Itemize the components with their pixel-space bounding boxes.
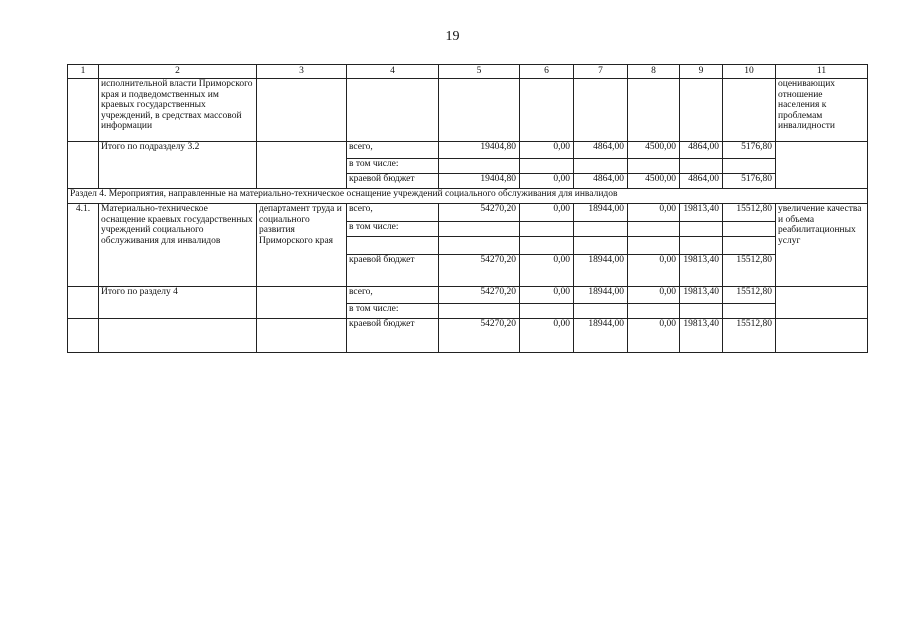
table-row <box>68 79 868 142</box>
table-row <box>68 204 868 222</box>
funding-label: в том числе: <box>347 304 439 319</box>
value-cell: 0,00 <box>520 174 574 189</box>
value-cell: 54270,20 <box>439 204 520 222</box>
value-cell: 54270,20 <box>439 319 520 353</box>
table-row <box>68 189 868 204</box>
value-cell: 54270,20 <box>439 287 520 304</box>
value-cell: 19813,40 <box>680 204 723 222</box>
subtotal-title: Итого по подразделу 3.2 <box>99 142 257 189</box>
value-cell: 19813,40 <box>680 319 723 353</box>
measure-name: Материально-техническое оснащение краевых государственных учреждений социального обслуживания для инвалидов <box>99 204 257 287</box>
value-cell: 0,00 <box>628 255 680 287</box>
value-cell: 18944,00 <box>574 204 628 222</box>
column-number: 11 <box>776 65 868 79</box>
value-cell: 15512,80 <box>723 319 776 353</box>
value-cell: 15512,80 <box>723 255 776 287</box>
value-cell: 54270,20 <box>439 255 520 287</box>
value-cell: 4864,00 <box>574 142 628 159</box>
value-cell: 18944,00 <box>574 255 628 287</box>
funding-label: краевой бюджет <box>347 319 439 353</box>
table-row <box>68 319 868 353</box>
value-cell: 18944,00 <box>574 287 628 304</box>
table-row <box>68 142 868 159</box>
column-number: 6 <box>520 65 574 79</box>
section-title: Раздел 4. Мероприятия, направленные на материально-техническое оснащение учреждений социального обслуживания для инвалидов <box>68 189 868 204</box>
column-number-row <box>68 65 868 79</box>
item-number: 4.1. <box>68 204 99 287</box>
value-cell: 4500,00 <box>628 142 680 159</box>
funding-label: в том числе: <box>347 159 439 174</box>
column-number: 3 <box>257 65 347 79</box>
column-number: 10 <box>723 65 776 79</box>
value-cell: 4864,00 <box>680 174 723 189</box>
value-cell: 0,00 <box>520 204 574 222</box>
value-cell: 15512,80 <box>723 287 776 304</box>
page-number: 19 <box>445 29 460 44</box>
column-number: 5 <box>439 65 520 79</box>
column-number: 2 <box>99 65 257 79</box>
value-cell: 18944,00 <box>574 319 628 353</box>
column-number: 4 <box>347 65 439 79</box>
value-cell: 0,00 <box>520 255 574 287</box>
expected-result: увеличение качества и объема реабилитационных услуг <box>776 204 868 287</box>
value-cell: 0,00 <box>520 319 574 353</box>
column-number: 7 <box>574 65 628 79</box>
funding-label: всего, <box>347 142 439 159</box>
value-cell: 19404,80 <box>439 174 520 189</box>
funding-label: всего, <box>347 204 439 222</box>
value-cell: 0,00 <box>628 204 680 222</box>
value-cell: 4864,00 <box>574 174 628 189</box>
funding-label: краевой бюджет <box>347 255 439 287</box>
table-row <box>68 287 868 304</box>
column-number: 9 <box>680 65 723 79</box>
value-cell: 0,00 <box>520 287 574 304</box>
funding-label: всего, <box>347 287 439 304</box>
column-number: 8 <box>628 65 680 79</box>
funding-label: краевой бюджет <box>347 174 439 189</box>
value-cell: 4864,00 <box>680 142 723 159</box>
continued-measure-text: исполнительной власти Приморского края и подведомственных им краевых государственных учреждений, в средствах массовой информации <box>99 79 257 142</box>
value-cell: 4500,00 <box>628 174 680 189</box>
total-title: Итого по разделу 4 <box>99 287 257 319</box>
value-cell: 0,00 <box>628 319 680 353</box>
value-cell: 19813,40 <box>680 255 723 287</box>
value-cell: 19404,80 <box>439 142 520 159</box>
value-cell: 19813,40 <box>680 287 723 304</box>
continued-result-text: оценивающих отношение населения к проблемам инвалидности <box>776 79 868 142</box>
value-cell: 15512,80 <box>723 204 776 222</box>
funding-label <box>347 237 439 255</box>
budget-table <box>67 64 868 353</box>
value-cell: 0,00 <box>520 142 574 159</box>
value-cell: 0,00 <box>628 287 680 304</box>
value-cell: 5176,80 <box>723 174 776 189</box>
funding-label: в том числе: <box>347 222 439 237</box>
executor-name: департамент труда и социального развития Приморского края <box>257 204 347 287</box>
column-number: 1 <box>68 65 99 79</box>
value-cell: 5176,80 <box>723 142 776 159</box>
